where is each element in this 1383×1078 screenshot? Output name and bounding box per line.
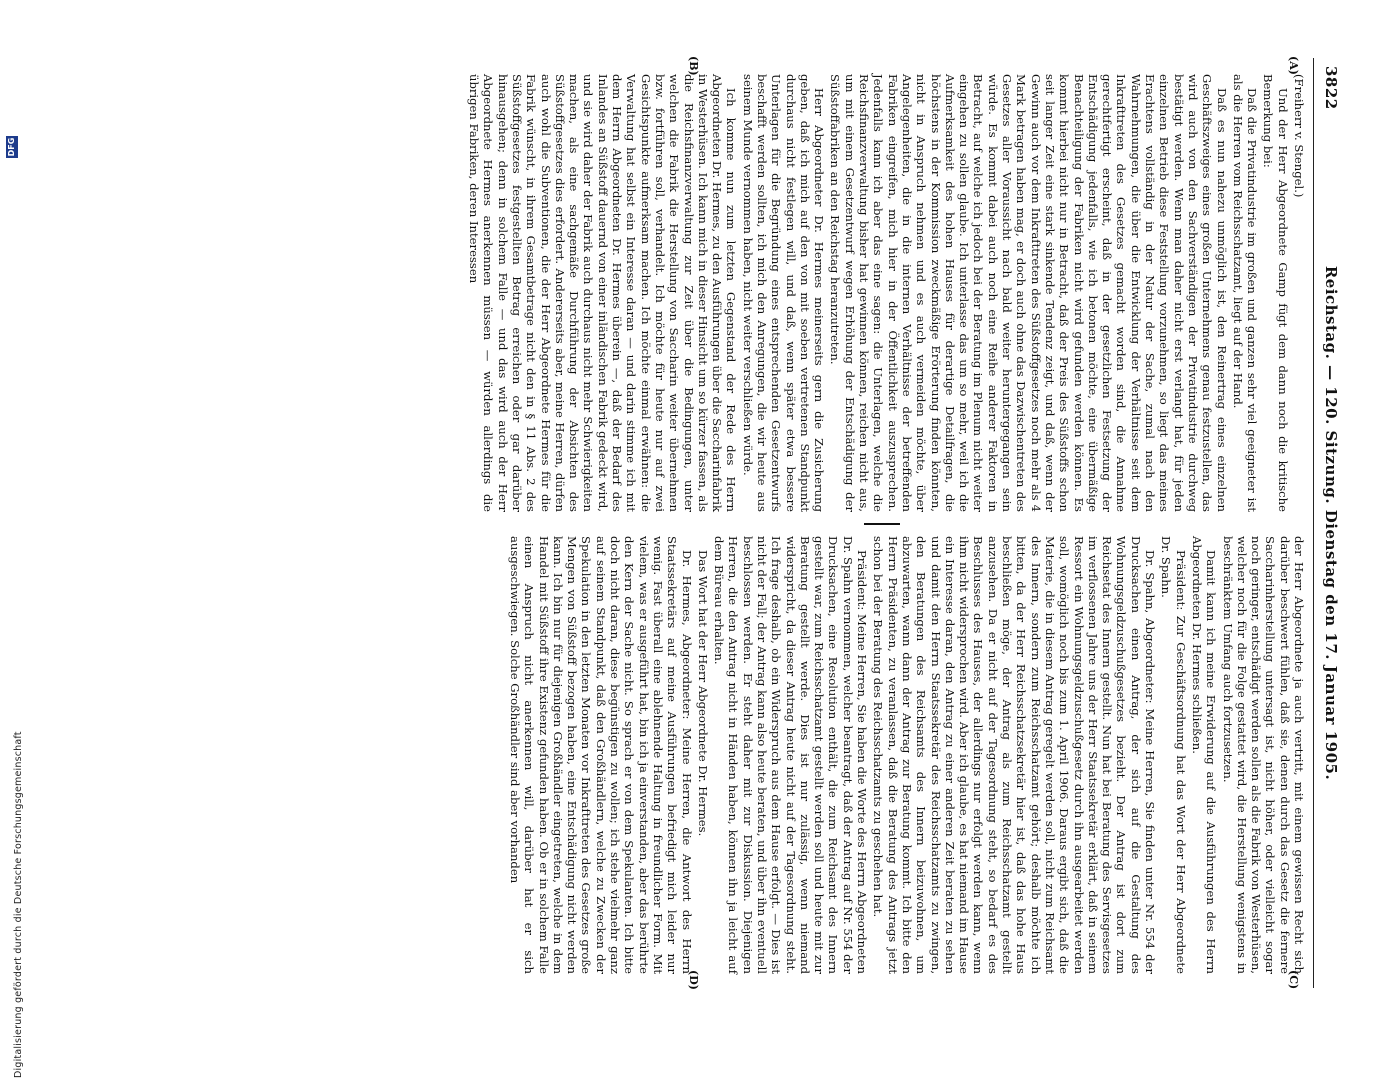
page-title: Reichstag. — 120. Sitzung. Dienstag den 17. Januar 1905. bbox=[1322, 265, 1340, 781]
page-number: 3822 bbox=[1322, 66, 1340, 110]
paragraph: Und der Herr Abgeordnete Gamp fügt dem dann noch die kritische Bemerkung bei: bbox=[1261, 74, 1290, 512]
paragraph: Präsident: Zur Geschäftsordnung hat das Wort der Herr Abgeordnete Dr. Spahn. bbox=[1159, 536, 1188, 974]
rotated-page bbox=[50, 58, 1340, 988]
speaker-tag: (Freiherr v. Stengel.) bbox=[1292, 74, 1306, 198]
paragraph: Dr. Spahn, Abgeordneter: Meine Herren, Sie finden unter Nr. 554 der Drucksachen einen Antrag, der sich auf die Gestaltung des Wohnungsgeldzuschußgesetzes bezieht. Der Antrag ist dort zum Reichsetat des Innern gestellt. Nun hat bei Beratung des Servisgesetzes im verflossenen Jahre uns der Herr Staatssekretär erklärt, daß in seinem Ressort ein Wohnungsgeldzuschußgesetz durch ihn ausgearbeitet werden soll, womöglich noch bis zum 1. April 1906. Daraus ergibt sich, daß die Materie, die in diesem Antrag geregelt werden soll, nicht zum Reichsamt des Innern, sondern zum Reichsschatzamt gehört; deshalb möchte ich bitten, da der Herr Reichsschatzsekretär hier ist, daß das hohe Haus beschließen möge, der Antrag als zum Reichsschatzamt gestellt anzusehen. Da er nicht auf der Tagesordnung steht, so bedarf es des Beschlusses des Hauses, der allerdings nur erfolgt werden kann, wenn ihm nicht widersprochen wird. Aber ich glaube, es hat niemand im Hause ein Interesse daran, den Antrag zu einer anderen Zeit beraten zu sehen und damit den Herrn Staatssekretär des Reichsschatzamts zu zwingen, den Beratungen des Reichsamts des Innern beizuwohnen, um abzuwarten, wann dann der Antrag zur Beratung kommt. Ich bitte den Herrn Präsidenten, zu veranlassen, daß die Beratung des Antrags jetzt schon bei der Beratung des Reichsschatzamts zu geschehen hat. bbox=[871, 536, 1158, 974]
paragraph: der Herr Abgeordnete ja auch vertritt, mit einem gewissen Recht sich darüber beschwert fühlen, daß sie, denen durch das Gesetz die fernere Saccharinherstellung untersagt ist, nicht höher, oder vielleicht sogar noch geringer, entschädigt werden sollen als die Fabrik von Westerhüsen, welcher noch für die Folge gestattet wird, die Herstellung wenigstens in beschränktem Umfang auch fortzusetzen. bbox=[1220, 536, 1306, 974]
paragraph: Präsident: Meine Herren, Sie haben die Worte des Herrn Abgeordneten Dr. Spahn vernommen, welcher beantragt, daß der Antrag auf Nr. 554 der Drucksachen, eine Resolution enthält, die zum Reichsamt des Innern gestellt war, zum Reichsschatzamt gestellt werden soll und heute mit zur Beratung gestellt werde. Dies ist nur zulässig, wenn niemand widerspricht, da dieser Antrag heute nicht auf der Tagesordnung steht. Ich frage deshalb, ob ein Widerspruch aus dem Hause erfolgt. — Dies ist nicht der Fall; der Antrag kann also heute beraten, und über ihn eventuell beschlossen werden. Er steht daher mit zur Diskussion. Diejenigen Herren, die den Antrag nicht in Händen haben, können ihn ja leicht auf dem Büreau erhalten. bbox=[712, 536, 870, 974]
page-header bbox=[1318, 58, 1340, 988]
column-divider bbox=[864, 523, 900, 525]
right-column bbox=[506, 536, 1306, 974]
paragraph: Herr Abgeordneter Dr. Hermes meinerseits gern die Zusicherung geben, daß ich mich auf den von mit soeben vertretenen Standpunkt durchaus nicht festlegen will, und daß, wenn später etwa bessere Unterlagen für die Begründung eines entsprechenden Gesetzentwurfs beschafft werden sollten, ich mich den Anregungen, die wir heute aus seinem Munde vernommen haben, nicht weiter verschließen würde. bbox=[740, 74, 827, 512]
digitization-credit bbox=[6, 88, 24, 1078]
header-rule bbox=[1313, 58, 1314, 988]
paragraph: Daß die Privatindustrie im großen und ganzen sehr viel geeigneter ist als die Herren vom Reichsschatzamt, liegt auf der Hand. bbox=[1230, 74, 1260, 512]
margin-marker-c: (C) bbox=[1287, 970, 1300, 990]
paragraph: Ich komme nun zum letzten Gegenstand der Rede des Herrn Abgeordneten Dr. Hermes, zu den Ausführungen über die Saccharinfabrik in Westerhüsen. Ich kann mich in dieser Hinsicht um so kürzer fassen, als die Reichsfinanzverwaltung zur Zeit über die Bedingungen, unter welchen die Fabrik die Herstellung von Saccharin weiter übernehmen bzw. fortführen soll, verhandelt. Ich möchte für heute nur auf zwei Gesichtspunkte aufmerksam machen. Ich möchte einmal erwähnen: die Verwaltung hat selbst ein Interesse daran — und darin stimme ich mit dem Herrn Abgeordneten Dr. Hermes überein —, daß der Bedarf des Inlandes an Süßstoff dauernd von einer inländischen Fabrik gedeckt wird, und sie wird daher der Fabrik auch durchaus nicht mehr Schwierigkeiten machen, als eine sachgemäße Durchführung der Absichten des Süßstoffgesetzes dies erfordert. Andererseits aber, meine Herren, dürfen auch wohl die Subventionen, die der Herr Abgeordnete Hermes für die Fabrik wünscht, in ihrem Gesamtbetrage nicht den in § 11 Abs. 2 des Süßstoffgesetzes festgestellten Betrag erreichen oder gar darüber hinausgehen; denn in solchem Falle — und das wird auch der Herr Abgeordnete Hermes anerkennen müssen — würden allerdings die übrigen Fabriken, deren Interessen bbox=[467, 74, 739, 512]
margin-marker-a: (A) bbox=[1287, 56, 1300, 75]
left-column bbox=[465, 74, 1306, 512]
dfg-logo: DFG bbox=[7, 137, 16, 157]
credit-text: Digitalisierung gefördert durch die Deutsche Forschungsgemeinschaft bbox=[13, 731, 24, 1078]
paragraph: Daß es nun nahezu unmöglich ist, den Reinertrag eines einzelnen Geschäftszweiges eines großen Unternehmens genau festzustellen, das wird auch von den Sachverständigen der Privatindustrie durchweg bestätigt werden. Wenn man daher nicht erst verlangt hat, für jeden einzelnen Betrieb diese Feststellung vorzunehmen, so liegt das meines Erachtens vollständig in der Natur der Sache, zumal nach den Wahrnehmungen, die über die Entwicklung der Verhältnisse seit dem Inkrafttreten des Gesetzes gemacht worden sind, die Annahme gerechtfertigt erscheint, daß in der gesetzlichen Festsetzung der Entschädigung jedenfalls, wie ich betonen möchte, eine übermäßige Benachteiligung der Fabriken nicht wird gefunden werden können. Es kommt hierbei nicht nur in Betracht, daß der Preis des Süßstoffs schon seit langer Zeit eine stark sinkende Tendenz zeigt, und daß, wenn der Gewinn auch vor dem Inkrafttreten des Süßstoffgesetzes noch mehr als 4 Mark betragen haben mag, er doch auch ohne das Dazwischentreten des Gesetzes aller Voraussicht nach bald weiter heruntergegangen sein würde. Es kommt dabei auch noch eine Reihe anderer Faktoren in Betracht, auf welche ich jedoch bei der Beratung im Plenum nicht weiter eingehen zu sollen glaube. Ich unterlasse das um so mehr, weil ich die Aufmerksamkeit des hohen Hauses für derartige Detailfragen, die höchstens in der Kommission zweckmäßige Erörterung finden könnten, nicht in Anspruch nehmen und es auch vermeiden möchte, über Angelegenheiten, die in die internen Verhältnisse der betreffenden Fabriken eingreifen, mich hier in der Öffentlichkeit auszusprechen. Jedenfalls kann ich aber das eine sagen: die Unterlagen, welche die Reichsfinanzverwaltung bisher hat gewinnen können, reichen nicht aus, um mit einem Gesetzentwurf wegen Erhöhung der Entschädigung der Süßstoffabriken an den Reichstag heranzutreten. bbox=[828, 74, 1229, 512]
margin-marker-b: (B) bbox=[687, 56, 700, 76]
margin-marker-d: (D) bbox=[687, 970, 700, 990]
paragraph: Das Wort hat der Herr Abgeordnete Dr. Hermes. bbox=[695, 550, 710, 837]
paragraph: Dr. Hermes, Abgeordneter: Meine Herren, die Antwort des Herrn Staatssekretärs auf meine Ausführungen befriedigt mich leider nur wenig. Fast überall eine ablehnende Haltung in freundlicher Form. Mit vielem, was er ausgeführt hat, bin ich ja einverstanden, aber das berührte den Kern der Sache nicht. So sprach er von dem Spekulanten. Ich bitte doch nicht daran, diese begünstigen zu wollen; ich stehe vielmehr ganz auf seinem Standpunkt, daß den Großhändlern, welche zu Zwecken der Spekulation in den letzten Monaten vor Inkrafttreten des Gesetzes große Mengen von Süßstoff bezogen haben, eine Entschädigung nicht werden kann. Ich bin nur für diejenigen Großhändler eingetreten, welche in dem Handel mit Süßstoff ihre Existenz gefunden haben. Ob er in solchem Falle einen Anspruch nicht anerkennen will, darüber hat er sich ausgeschwiegen. Solche Großhändler sind aber vorhanden bbox=[507, 536, 694, 974]
paragraph: Damit kann ich meine Erwiderung auf die Ausführungen des Herrn Abgeordneten Dr. Hermes schließen. bbox=[1189, 536, 1219, 974]
